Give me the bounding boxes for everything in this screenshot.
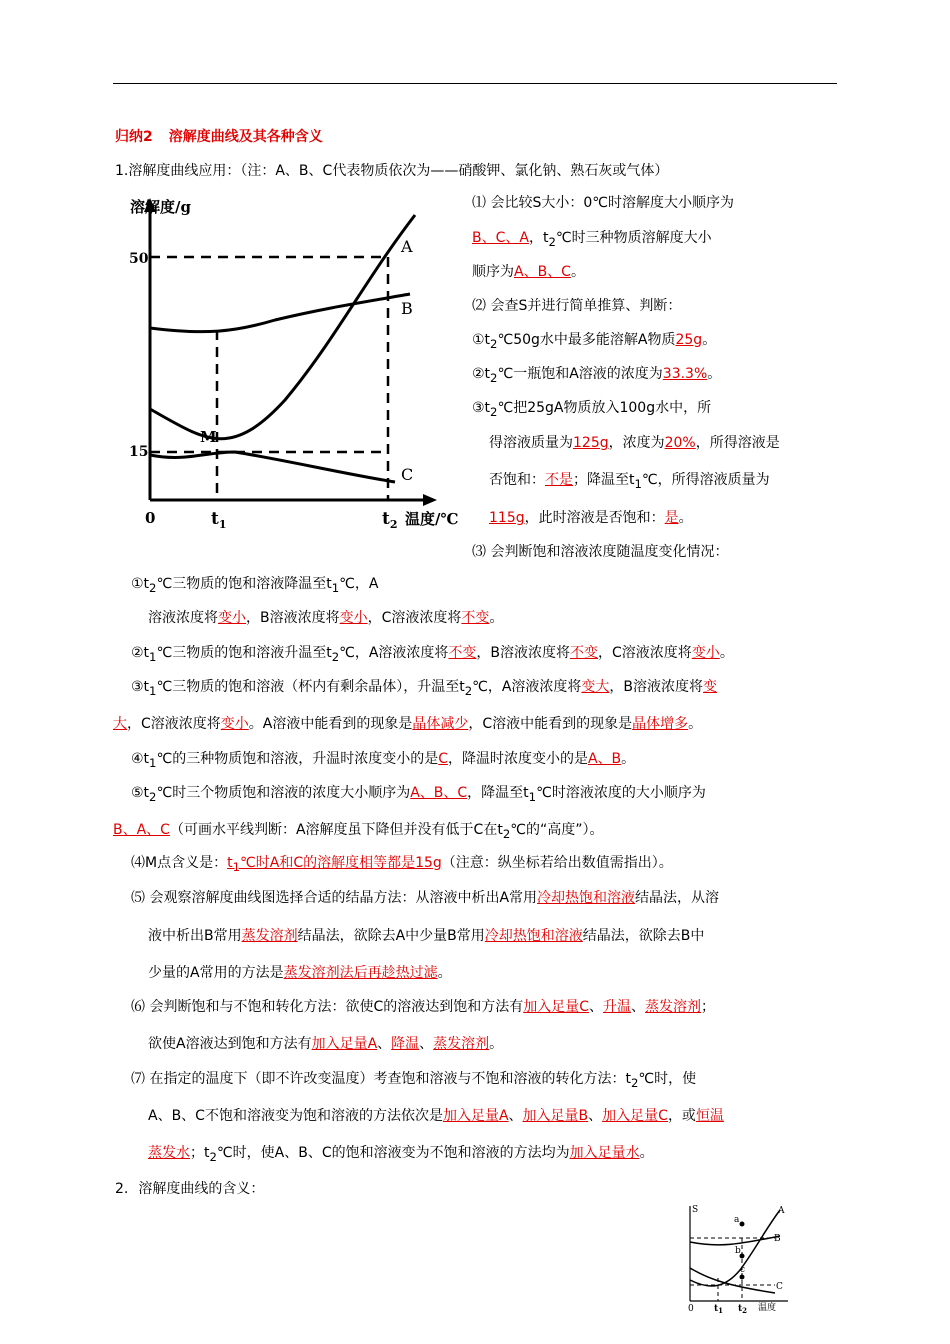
p2-line1: $①t_2℃50g$水中最多能溶解A物质25g。 <box>472 332 717 351</box>
answer: 加入足量B <box>522 1108 589 1124</box>
graph2-curve-c-label: C <box>776 1282 783 1292</box>
answer: $t_1℃$时A和C的溶解度相等都是15g <box>227 855 442 874</box>
graph2-ylabel: S <box>692 1205 699 1215</box>
p1-line2: B、C、A，$t_2℃$时三种物质溶解度大小 <box>472 230 712 249</box>
graph2-curve-c <box>690 1268 775 1293</box>
answer: 变 <box>703 679 718 695</box>
answer: 变小 <box>218 610 246 626</box>
answer: 不变 <box>461 610 490 626</box>
answer: 加入足量水 <box>569 1145 640 1161</box>
y-tick-50: 50 <box>129 251 149 267</box>
origin-label: 0 <box>145 509 156 527</box>
guide-lines <box>150 257 388 500</box>
answer: 不变 <box>448 645 477 661</box>
p2-line6: 115g，此时溶液是否饱和：是。 <box>489 510 693 526</box>
answer: 变小 <box>339 610 368 626</box>
answer: 冷却热饱和溶液 <box>537 890 636 906</box>
p5-line2: 液中析出B常用蒸发溶剂结晶法，欲除去A中少量B常用冷却热饱和溶液结晶法，欲除去B中 <box>148 928 705 944</box>
x-tick-t2: $t_2$ <box>382 509 398 531</box>
intro-line <box>115 161 668 181</box>
answer: 升温 <box>603 999 632 1015</box>
answer: 25g <box>675 332 703 348</box>
solubility-graph-small <box>680 1198 795 1316</box>
intro-text: 溶解度曲线应用：（注：A、B、C代表物质依次为——硝酸钾、氯化钠、熟石灰或气体） <box>128 163 669 179</box>
x-axis-arrow <box>423 494 437 506</box>
point-a <box>740 1222 745 1227</box>
curve-c-label: C <box>401 465 414 484</box>
graph2-t2: $t_2$ <box>738 1304 748 1315</box>
answer: 降温 <box>391 1036 420 1052</box>
p4-line: ⑷M点含义是：$t_1℃$时A和C的溶解度相等都是15g（注意：纵坐标若给出数值需指出）。 <box>131 855 673 874</box>
answer: 是 <box>664 510 679 526</box>
answer: 蒸发溶剂 <box>433 1036 490 1052</box>
p2-line4: 得溶液质量为125g，浓度为20%，所得溶液是 <box>489 435 780 451</box>
graph2-origin: 0 <box>688 1304 694 1314</box>
answer: 20% <box>664 435 696 451</box>
y-axis-label: 溶解度/g <box>130 198 191 216</box>
answer: 变大 <box>581 679 610 695</box>
curve-a <box>150 215 415 439</box>
answer: 晶体减少 <box>412 716 469 732</box>
answer: 115g <box>489 510 525 526</box>
point-m-label: M <box>200 428 217 446</box>
p1-line3: 顺序为A、B、C。 <box>472 264 585 280</box>
graph2-point-a-label: a <box>734 1215 740 1225</box>
graph2-curve-b <box>690 1236 780 1245</box>
answer: 加入足量C <box>602 1108 668 1124</box>
answer: 33.3% <box>662 366 708 382</box>
answer: 蒸发溶剂 <box>241 928 298 944</box>
y-tick-15: 15 <box>129 444 149 460</box>
answer: 不是 <box>545 472 573 488</box>
p3-head: ⑶ 会判断饱和溶液浓度随温度变化情况： <box>472 544 729 560</box>
answer: 大 <box>113 716 127 732</box>
answer: 晶体增多 <box>632 716 689 732</box>
answer: 125g <box>573 435 609 451</box>
p7-line1: ⑺ 在指定的温度下（即不许改变温度）考查饱和溶液与不饱和溶液的转化方法：$t_2℃$时，使 <box>131 1071 697 1090</box>
p2-line5: 否饱和：不是；降温至$t_1℃$，所得溶液质量为 <box>489 472 770 491</box>
curve-c <box>150 452 395 482</box>
intro-number: 1. <box>115 163 129 179</box>
p3-line7: $⑤t_2℃$时三个物质饱和溶液的浓度大小顺序为A、B、C，降温至$t_1℃$时溶液浓度的大小顺序为 <box>131 785 706 804</box>
answer: 变小 <box>691 645 720 661</box>
x-tick-t1: $t_1$ <box>211 509 227 531</box>
answer: 冷却热饱和溶液 <box>484 928 583 944</box>
answer: 蒸发溶剂法后再趁热过滤 <box>283 965 438 981</box>
answer: A、B、C <box>410 785 468 801</box>
p5-line1: ⑸ 会观察溶解度曲线图选择合适的结晶方法：从溶液中析出A常用冷却热饱和溶液结晶法，从溶 <box>131 890 720 906</box>
answer: 加入足量C <box>523 999 590 1015</box>
section2-heading: 2. 溶解度曲线的含义： <box>115 1181 265 1197</box>
p3-line2: 溶液浓度将变小，B溶液浓度将变小，C溶液浓度将不变。 <box>148 610 504 626</box>
answer: 加入足量A <box>442 1108 509 1124</box>
curve-b-label: B <box>401 299 413 318</box>
point-c <box>740 1275 745 1280</box>
graph2-point-c-label: c <box>740 1265 746 1275</box>
answer: 恒温 <box>695 1108 724 1124</box>
p6-line1: ⑹ 会判断饱和与不饱和转化方法：欲使C的溶液达到饱和方法有加入足量C、升温、蒸发溶剂； <box>131 999 716 1015</box>
p3-line1: $①t_2℃$三物质的饱和溶液降温至$t_1℃$，A <box>131 576 379 595</box>
answer: 蒸发水 <box>148 1145 190 1161</box>
p3-line6: $④t_1℃$的三种物质饱和溶液，升温时浓度变小的是C，降温时浓度变小的是A、B。 <box>131 751 636 770</box>
solubility-graph-main <box>125 190 465 535</box>
p2-line3: $③t_2℃$把25gA物质放入100g水中，所 <box>472 400 712 419</box>
curve-b <box>150 294 410 332</box>
p5-line3: 少量的A常用的方法是蒸发溶剂法后再趁热过滤。 <box>148 965 452 981</box>
p3-line8: B、A、C（可画水平线判断：A溶解度虽下降但并没有低于C在$t_2℃$的“高度”）。 <box>113 822 604 841</box>
p2-head: ⑵ 会查S并进行简单推算、判断： <box>472 298 682 314</box>
curve-a-label: A <box>401 237 413 256</box>
answer: B、A、C <box>113 822 170 838</box>
answer: 变小 <box>220 716 249 732</box>
answer: 加入足量A <box>311 1036 378 1052</box>
p2-line2: $②t_2℃$一瓶饱和A溶液的浓度为33.3%。 <box>472 366 722 385</box>
header-rule <box>113 83 837 84</box>
answer: A、B <box>587 751 622 767</box>
p3-line3: $②t_1℃$三物质的饱和溶液升温至$t_2℃$，A溶液浓度将不变，B溶液浓度将不变，C溶液浓度将变小。 <box>131 645 734 664</box>
answer: C <box>438 751 448 767</box>
graph2-point-b-label: b <box>735 1246 741 1256</box>
p1-line1: ⑴ 会比较S大小：0℃时溶解度大小顺序为 <box>472 195 734 211</box>
section-heading <box>115 127 323 147</box>
answer: 不变 <box>570 645 599 661</box>
graph2-xlabel: 温度 <box>758 1303 777 1313</box>
answer: A、B、C <box>514 264 571 280</box>
p6-line2: 欲使A溶液达到饱和方法有加入足量A、降温、蒸发溶剂。 <box>148 1036 504 1052</box>
p3-line4: $③t_1℃$三物质的饱和溶液（杯内有剩余晶体），升温至$t_2℃$，A溶液浓度将变大，B溶液浓度将变 <box>131 679 718 698</box>
x-axis-label: 温度/℃ <box>405 510 459 528</box>
heading-title: 溶解度曲线及其各种含义 <box>168 129 323 145</box>
heading-label: 归纳2 <box>115 129 153 145</box>
graph2-t1: $t_1$ <box>714 1304 724 1315</box>
graph2-curve-a-label: A <box>778 1206 785 1216</box>
p7-line2: A、B、C不饱和溶液变为饱和溶液的方法依次是加入足量A、加入足量B、加入足量C，或恒温 <box>148 1108 724 1124</box>
p7-line3: 蒸发水；$t_2℃$时，使A、B、C的饱和溶液变为不饱和溶液的方法均为加入足量水。 <box>148 1145 654 1164</box>
graph2-curve-b-label: B <box>774 1234 781 1244</box>
p3-line5: 大，C溶液浓度将变小。A溶液中能看到的现象是晶体减少，C溶液中能看到的现象是晶体增多。 <box>113 716 703 732</box>
answer: 蒸发溶剂 <box>645 999 702 1015</box>
answer: B、C、A <box>472 230 529 246</box>
